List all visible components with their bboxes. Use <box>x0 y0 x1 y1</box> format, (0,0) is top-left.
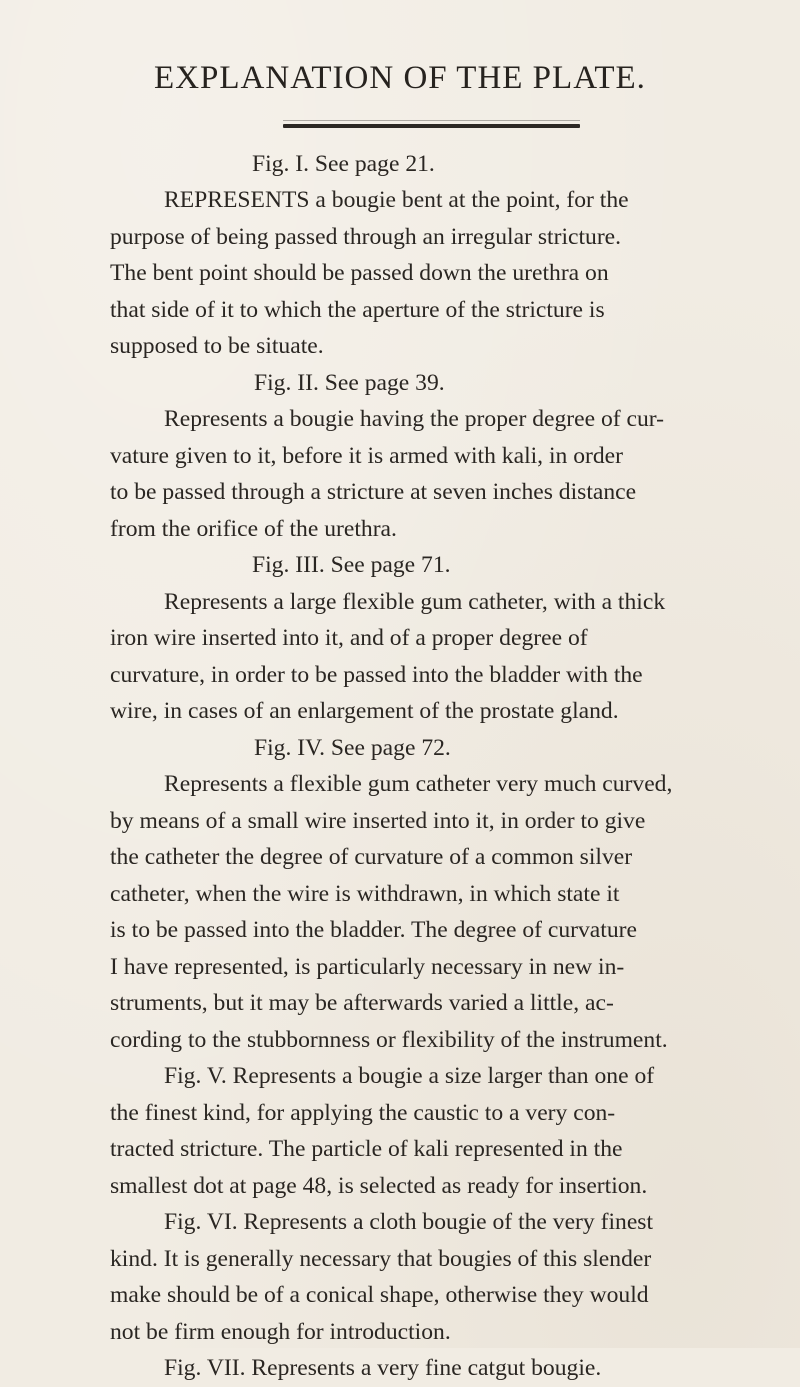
text-line: Fig. III. See page 71. <box>252 552 451 578</box>
text-line: vature given to it, before it is armed with kali, in order <box>110 443 624 469</box>
page-title: EXPLANATION OF THE PLATE. <box>154 60 646 96</box>
text-line: iron wire inserted into it, and of a proper degree of <box>110 625 588 651</box>
text-line: The bent point should be passed down the urethra on <box>110 260 609 286</box>
text-line: Fig. IV. See page 72. <box>254 735 451 761</box>
text-line: kind. It is generally necessary that bougies of this slender <box>110 1246 652 1272</box>
text-line: supposed to be situate. <box>110 333 324 359</box>
text-line: Fig. I. See page 21. <box>252 151 435 177</box>
text-line: curvature, in order to be passed into the bladder with the <box>110 662 643 688</box>
text-line: Fig. II. See page 39. <box>254 370 445 396</box>
text-line: struments, but it may be afterwards varied a little, ac- <box>110 990 614 1016</box>
text-line: REPRESENTS a bougie bent at the point, for the <box>164 187 629 213</box>
text-line: Represents a bougie having the proper degree of cur- <box>164 406 665 432</box>
text-line: that side of it to which the aperture of the stricture is <box>110 297 605 323</box>
text-line: the catheter the degree of curvature of a common silver <box>110 844 633 870</box>
text-line: Fig. VI. Represents a cloth bougie of the very finest <box>164 1209 654 1235</box>
text-line: Fig. VII. Represents a very fine catgut bougie. <box>164 1355 602 1381</box>
text-line: is to be passed into the bladder. The degree of curvature <box>110 917 637 943</box>
text-line: cording to the stubbornness or flexibility of the instrument. <box>110 1027 668 1053</box>
text-line: wire, in cases of an enlargement of the prostate gland. <box>110 698 619 724</box>
text-line: the finest kind, for applying the caustic to a very con- <box>110 1100 616 1126</box>
text-line: smallest dot at page 48, is selected as ready for insertion. <box>110 1173 648 1199</box>
text-line: tracted stricture. The particle of kali represented in the <box>110 1136 623 1162</box>
text-line: catheter, when the wire is withdrawn, in which state it <box>110 881 620 907</box>
text-line: from the orifice of the urethra. <box>110 516 397 542</box>
text-line: Represents a large flexible gum catheter, with a thick <box>164 589 666 615</box>
text-line: by means of a small wire inserted into it, in order to give <box>110 808 646 834</box>
text-line: to be passed through a stricture at seven inches distance <box>110 479 637 505</box>
text-line: Represents a flexible gum catheter very much curved, <box>164 771 673 797</box>
text-line: I have represented, is particularly necessary in new in- <box>110 954 625 980</box>
text-line: purpose of being passed through an irregular stricture. <box>110 224 622 250</box>
title-rule-thin <box>283 120 580 121</box>
text-line: Fig. V. Represents a bougie a size larger than one of <box>164 1063 655 1089</box>
text-line: make should be of a conical shape, otherwise they would <box>110 1282 649 1308</box>
title-rule <box>283 124 580 128</box>
text-line: not be firm enough for introduction. <box>110 1319 451 1345</box>
